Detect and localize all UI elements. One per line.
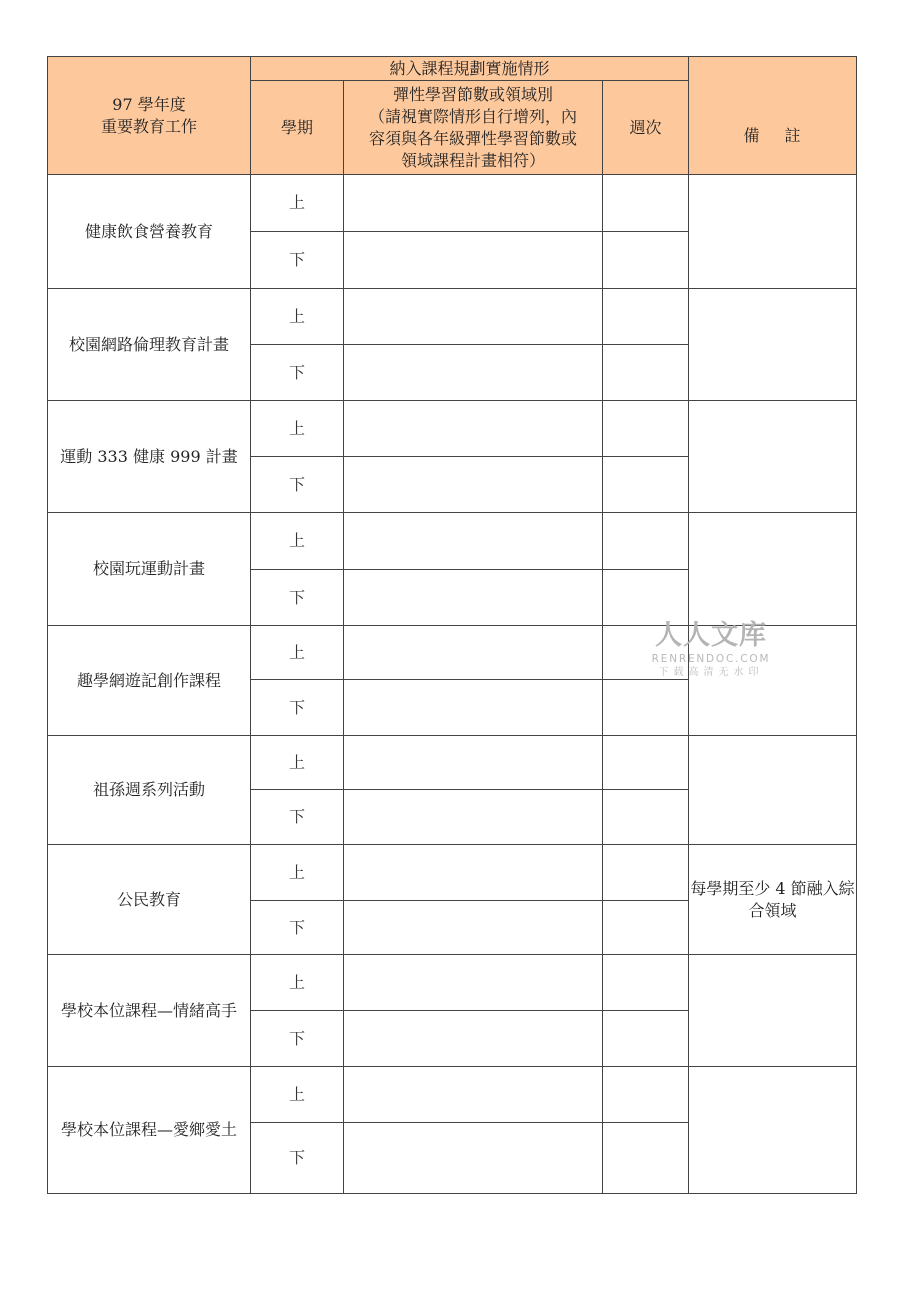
flexible-cell[interactable] (344, 845, 603, 901)
watermark-slogan: 下载高清无水印 (658, 667, 764, 678)
header-note-char2: 註 (784, 125, 802, 145)
week-cell[interactable] (603, 289, 689, 345)
header-flexible-hours (344, 81, 603, 175)
flexible-cell[interactable] (344, 513, 603, 570)
remark-cell[interactable] (689, 401, 857, 513)
flexible-cell[interactable] (344, 401, 603, 457)
semester-upper: 上 (251, 289, 344, 345)
table-row (48, 175, 857, 232)
curriculum-plan-table (47, 56, 857, 1194)
task-cell: 祖孫週系列活動 (48, 736, 251, 845)
semester-upper: 上 (251, 845, 344, 901)
semester-upper: 上 (251, 626, 344, 680)
week-cell[interactable] (603, 790, 689, 845)
table-row (48, 955, 857, 1011)
table-row (48, 1067, 857, 1123)
remark-cell[interactable] (689, 736, 857, 845)
remark-cell[interactable] (689, 289, 857, 401)
task-cell: 校園玩運動計畫 (48, 513, 251, 626)
header-flexible-line4: 領域課程計畫相符） (400, 150, 545, 170)
task-cell: 學校本位課程—愛鄉愛土 (48, 1067, 251, 1194)
week-cell[interactable] (603, 457, 689, 513)
header-note (689, 57, 857, 175)
watermark-logo: 人人文库 (655, 620, 767, 651)
watermark-domain: RENRENDOC.COM (651, 653, 771, 665)
week-cell[interactable] (603, 845, 689, 901)
task-cell: 健康飲食營養教育 (48, 175, 251, 289)
semester-upper: 上 (251, 955, 344, 1011)
table-row (48, 736, 857, 790)
semester-lower: 下 (251, 457, 344, 513)
flexible-cell[interactable] (344, 457, 603, 513)
semester-upper: 上 (251, 401, 344, 457)
week-cell[interactable] (603, 570, 689, 626)
header-flexible-line1: 彈性學習節數或領域別 (392, 84, 553, 104)
flexible-cell[interactable] (344, 232, 603, 289)
remark-cell[interactable] (689, 513, 857, 626)
flexible-cell[interactable] (344, 175, 603, 232)
header-task-line2: 重要教育工作 (100, 116, 197, 136)
remark-cell[interactable] (689, 626, 857, 736)
remark-cell[interactable] (689, 955, 857, 1067)
table-row (48, 626, 857, 680)
flexible-cell[interactable] (344, 345, 603, 401)
week-cell[interactable] (603, 955, 689, 1011)
semester-lower: 下 (251, 570, 344, 626)
semester-lower: 下 (251, 1011, 344, 1067)
remark-cell[interactable]: 每學期至少 4 節融入綜合領域 (689, 845, 857, 955)
flexible-cell[interactable] (344, 1123, 603, 1194)
header-note-char1: 備 (743, 125, 761, 145)
semester-upper: 上 (251, 513, 344, 570)
header-education-task (48, 57, 251, 175)
semester-upper: 上 (251, 736, 344, 790)
header-week: 週次 (603, 81, 689, 175)
remark-cell[interactable] (689, 175, 857, 289)
task-cell: 運動 333 健康 999 計畫 (48, 401, 251, 513)
header-curriculum-group: 納入課程規劃實施情形 (251, 57, 689, 81)
flexible-cell[interactable] (344, 289, 603, 345)
week-cell[interactable] (603, 345, 689, 401)
semester-lower: 下 (251, 790, 344, 845)
header-flexible-line2: （請視實際情形自行增列，內 (368, 106, 577, 126)
remark-cell[interactable] (689, 1067, 857, 1194)
semester-upper: 上 (251, 1067, 344, 1123)
week-cell[interactable] (603, 626, 689, 680)
task-cell: 學校本位課程—情緒高手 (48, 955, 251, 1067)
week-cell[interactable] (603, 901, 689, 955)
week-cell[interactable] (603, 1067, 689, 1123)
semester-lower: 下 (251, 1123, 344, 1194)
semester-lower: 下 (251, 345, 344, 401)
week-cell[interactable] (603, 736, 689, 790)
flexible-cell[interactable] (344, 736, 603, 790)
flexible-cell[interactable] (344, 680, 603, 736)
table-row (48, 513, 857, 570)
flexible-cell[interactable] (344, 1011, 603, 1067)
week-cell[interactable] (603, 513, 689, 570)
flexible-cell[interactable] (344, 570, 603, 626)
flexible-cell[interactable] (344, 790, 603, 845)
week-cell[interactable] (603, 1011, 689, 1067)
semester-lower: 下 (251, 901, 344, 955)
table-row (48, 845, 857, 901)
flexible-cell[interactable] (344, 901, 603, 955)
flexible-cell[interactable] (344, 626, 603, 680)
week-cell[interactable] (603, 232, 689, 289)
semester-upper: 上 (251, 175, 344, 232)
flexible-cell[interactable] (344, 955, 603, 1011)
table-row (48, 401, 857, 457)
task-cell: 校園網路倫理教育計畫 (48, 289, 251, 401)
semester-lower: 下 (251, 680, 344, 736)
week-cell[interactable] (603, 175, 689, 232)
header-semester: 學期 (251, 81, 344, 175)
flexible-cell[interactable] (344, 1067, 603, 1123)
header-flexible-line3: 容須與各年級彈性學習節數或 (368, 128, 577, 148)
semester-lower: 下 (251, 232, 344, 289)
task-cell: 趣學網遊記創作課程 (48, 626, 251, 736)
week-cell[interactable] (603, 1123, 689, 1194)
task-cell: 公民教育 (48, 845, 251, 955)
table-row (48, 289, 857, 345)
week-cell[interactable] (603, 401, 689, 457)
week-cell[interactable] (603, 680, 689, 736)
header-task-line1: 97 學年度 (112, 94, 186, 114)
